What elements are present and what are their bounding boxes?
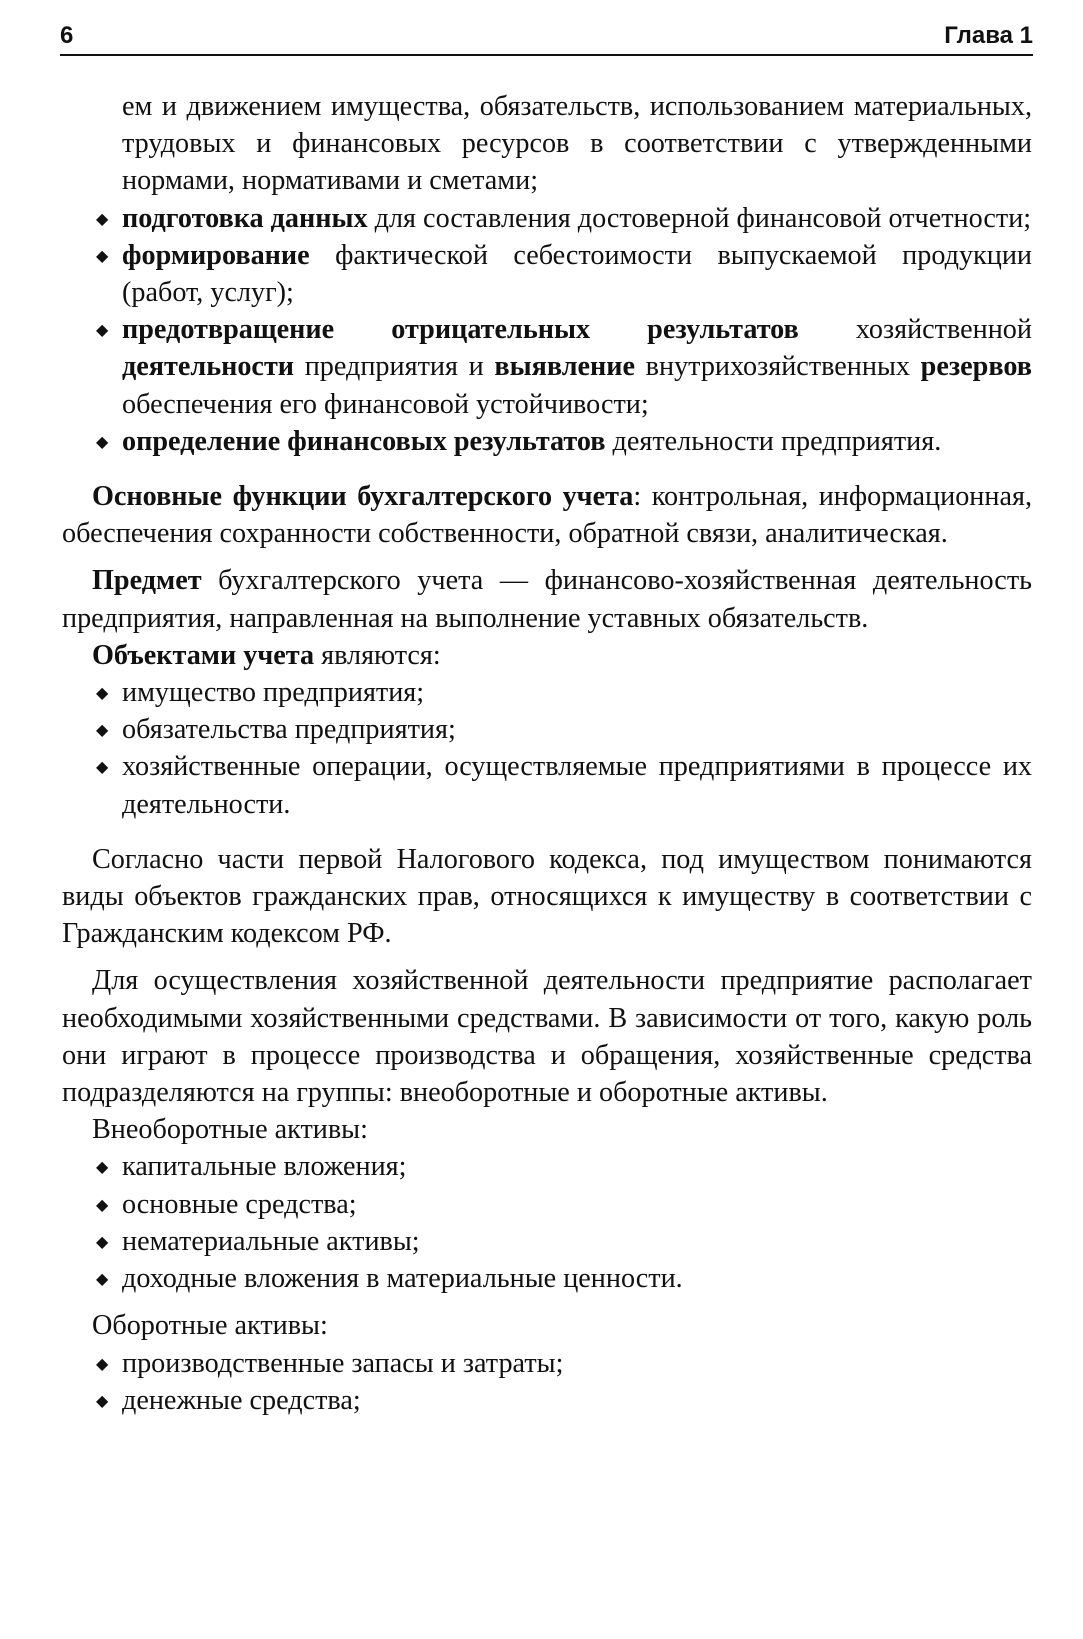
list-item: ◆ обязательства предприятия; (62, 711, 1032, 748)
objects-paragraph: Объектами учета являются: (92, 639, 441, 671)
noncurrent-assets-heading: Внеоборотные активы: (92, 1114, 368, 1146)
tax-code-paragraph: Согласно части первой Налогового кодекса, под имуществом понимаются виды объектов гражданских прав, относящихся к имуществу в соответствии с Гражданским кодексом РФ. (62, 843, 1032, 950)
assets-paragraph: Для осуществления хозяйственной деятельности предприятие располагает необходимыми хозяйственными средствами. В зависимости от того, какую роль они играют в процессе производства и обращения, хозяйственные средства подразделяются на группы: внеоборотные и оборотные активы. (62, 965, 1032, 1109)
page-number: 6 (60, 22, 74, 49)
running-header (60, 20, 1033, 56)
list-item: ◆ основные средства; (62, 1186, 1032, 1223)
list-item: ◆ капитальные вложения; (62, 1148, 1032, 1185)
list-item: ◆ производственные запасы и затраты; (62, 1345, 1032, 1382)
subject-paragraph: Предмет бухгалтерского учета — финансово-хозяйственная деятельность предприятия, направленная на выполнение уставных обязательств. (62, 565, 1032, 634)
chapter-title: Глава 1 (944, 22, 1033, 49)
list-item: ◆ денежные средства; (62, 1382, 1032, 1419)
list-item: ◆ определение финансовых результатов деятельности предприятия. (62, 423, 1032, 460)
continued-list-item: ем и движением имущества, обязательств, использованием материальных, трудовых и финансовых ресурсов в соответствии с утвержденными нормами, нормативами и сметами; (122, 91, 1032, 197)
objects-list (62, 674, 1032, 823)
page-body (62, 88, 1032, 1419)
functions-paragraph: Основные функции бухгалтерского учета: контрольная, информационная, обеспечения сохранности собственности, обратной связи, аналитическая. (62, 481, 1033, 550)
noncurrent-assets-list (62, 1148, 1032, 1297)
list-item: ◆ имущество предприятия; (62, 674, 1032, 711)
list-item: ◆ доходные вложения в материальные ценности. (62, 1260, 1032, 1297)
list-item: ◆ нематериальные активы; (62, 1223, 1032, 1260)
goals-list (62, 200, 1032, 460)
list-item: ◆ хозяйственные операции, осуществляемые предприятиями в процессе их деятельности. (62, 748, 1032, 822)
list-item: ◆ предотвращение отрицательных результатов хозяйственной деятельности предприятия и выявление внутрихозяйственных резервов обеспечения его финансовой устойчивости; (62, 311, 1032, 423)
current-assets-heading: Оборотные активы: (92, 1310, 328, 1342)
list-item: ◆ формирование фактической себестоимости выпускаемой продукции (работ, услуг); (62, 237, 1032, 311)
current-assets-list (62, 1345, 1032, 1419)
list-item: ◆ подготовка данных для составления достоверной финансовой отчетности; (62, 200, 1032, 237)
